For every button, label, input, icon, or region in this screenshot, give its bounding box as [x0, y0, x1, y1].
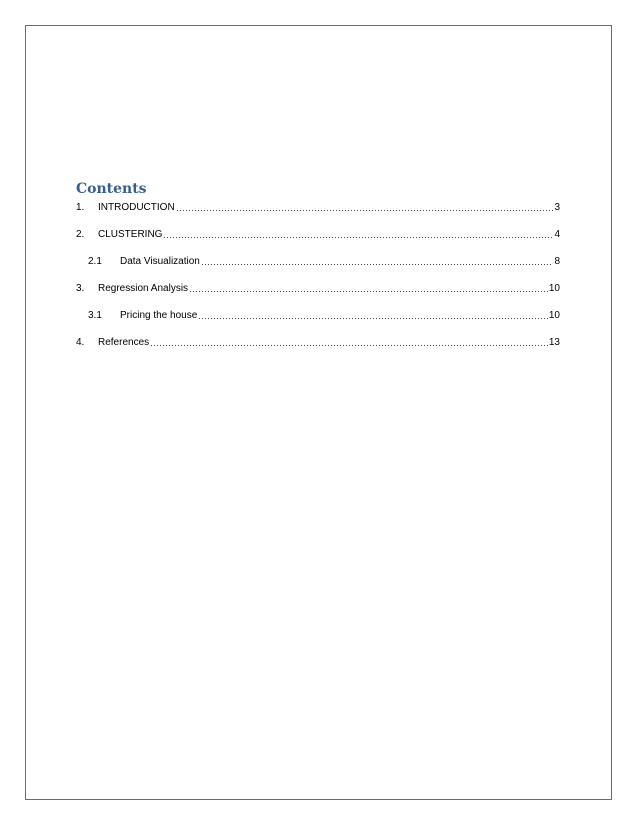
toc-dot-leader [176, 209, 554, 212]
toc-entry-clustering[interactable] [76, 227, 560, 241]
toc-entry-page: 10 [548, 283, 560, 294]
toc-entry-title: CLUSTERING [98, 229, 163, 240]
toc-entry-title: References [98, 337, 150, 348]
toc-entry-number: 2.1 [88, 256, 102, 267]
toc-entry-title: INTRODUCTION [98, 202, 175, 213]
toc-entry-page: 10 [548, 310, 560, 321]
toc-entry-title: Regression Analysis [98, 283, 189, 294]
toc-entry-data-visualization[interactable] [88, 254, 560, 268]
toc-entry-page: 13 [548, 337, 560, 348]
toc-entry-pricing-the-house[interactable] [88, 308, 560, 322]
toc-entry-number: 3. [76, 283, 85, 294]
toc-entry-page: 3 [554, 202, 560, 213]
toc-dot-leader [201, 263, 554, 266]
toc-dot-leader [189, 290, 548, 293]
toc-entry-references[interactable] [76, 335, 560, 349]
toc-entry-page: 8 [554, 256, 560, 267]
toc-entry-page: 4 [554, 229, 560, 240]
page-border [25, 25, 612, 800]
toc-entry-number: 2. [76, 229, 85, 240]
toc-heading: Contents [76, 181, 147, 197]
toc-dot-leader [150, 344, 548, 347]
toc-entry-number: 3.1 [88, 310, 102, 321]
toc-entry-title: Data Visualization [120, 256, 200, 267]
toc-entry-number: 4. [76, 337, 85, 348]
toc-entry-introduction[interactable] [76, 200, 560, 214]
toc-dot-leader [198, 317, 548, 320]
toc-entry-regression-analysis[interactable] [76, 281, 560, 295]
toc-dot-leader [163, 236, 553, 239]
toc-entry-number: 1. [76, 202, 85, 213]
toc-entry-title: Pricing the house [120, 310, 198, 321]
